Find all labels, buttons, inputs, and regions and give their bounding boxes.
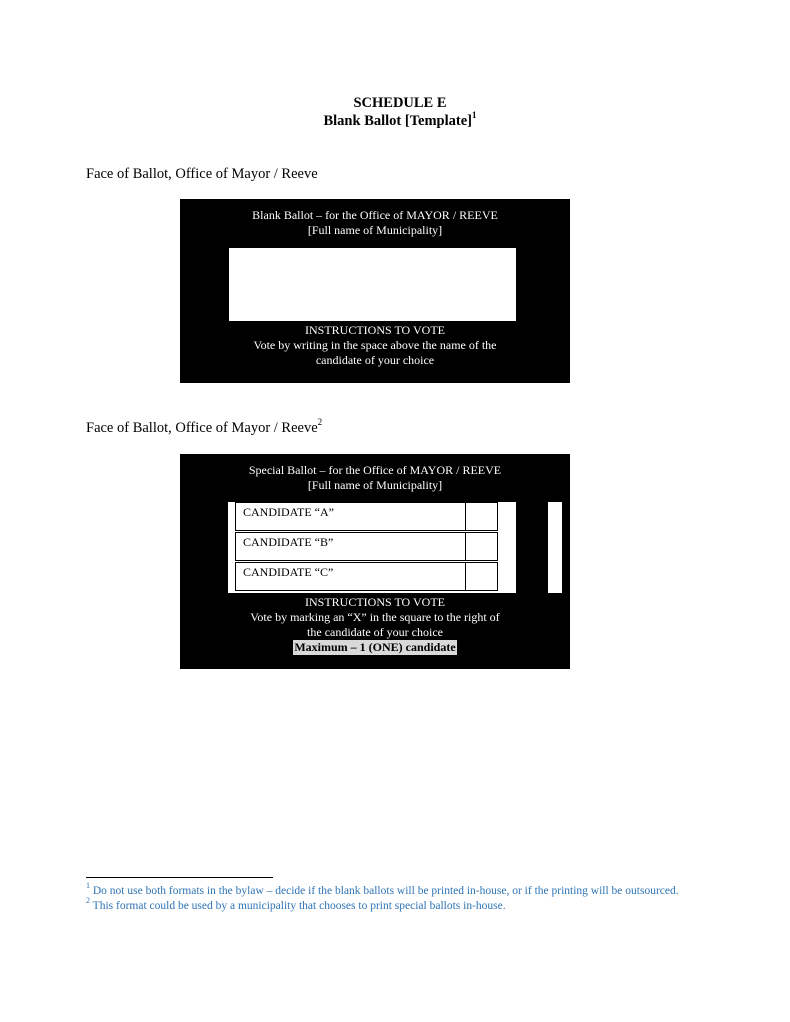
blank-ballot bbox=[180, 199, 570, 383]
footnotes bbox=[86, 881, 706, 914]
page-subtitle bbox=[0, 112, 790, 130]
section-heading-text: Face of Ballot, Office of Mayor / Reeve bbox=[86, 420, 318, 436]
candidate-table bbox=[228, 502, 516, 593]
footnote-1 bbox=[86, 881, 706, 899]
schedule-title: SCHEDULE E bbox=[353, 95, 447, 111]
municipality-name: [Full name of Municipality] bbox=[307, 478, 443, 492]
instructions-line: candidate of your choice bbox=[315, 353, 435, 367]
section-heading-special-ballot bbox=[86, 419, 322, 437]
instructions-line: Vote by marking an “X” in the square to the right of bbox=[250, 610, 500, 624]
ballot-header bbox=[180, 208, 570, 238]
candidate-row-b bbox=[235, 532, 498, 561]
maximum-line-wrapper bbox=[180, 640, 570, 655]
instructions-line: Vote by writing in the space above the name of the bbox=[253, 338, 497, 352]
candidate-name: CANDIDATE “A” bbox=[236, 503, 466, 530]
ballot-title: Blank Ballot – for the Office of MAYOR / REEVE bbox=[252, 208, 498, 222]
table-margin bbox=[228, 502, 235, 593]
footnote-text: Do not use both formats in the bylaw – decide if the blank ballots will be printed in-house, or if the printing will be outsourced. bbox=[90, 885, 679, 897]
ballot-header bbox=[180, 463, 570, 493]
municipality-name: [Full name of Municipality] bbox=[307, 223, 443, 237]
maximum-candidates-label: Maximum – 1 (ONE) candidate bbox=[294, 640, 456, 654]
voting-instructions bbox=[180, 323, 570, 368]
ballot-title: Special Ballot – for the Office of MAYOR / REEVE bbox=[248, 463, 502, 477]
candidate-row-a bbox=[235, 502, 498, 531]
voting-instructions bbox=[180, 595, 570, 655]
candidate-name: CANDIDATE “B” bbox=[236, 533, 466, 560]
footnote-ref-2[interactable]: 2 bbox=[317, 417, 323, 428]
section-heading-blank-ballot bbox=[86, 165, 318, 183]
vote-square-a[interactable] bbox=[466, 503, 497, 530]
candidate-name: CANDIDATE “C” bbox=[236, 563, 466, 590]
footnote-2 bbox=[86, 896, 706, 914]
write-in-space[interactable] bbox=[229, 248, 516, 321]
vote-square-b[interactable] bbox=[466, 533, 497, 560]
candidate-row-c bbox=[235, 562, 498, 591]
special-ballot bbox=[180, 454, 570, 669]
vote-square-c[interactable] bbox=[466, 563, 497, 590]
section-heading-text: Face of Ballot, Office of Mayor / Reeve bbox=[86, 166, 318, 182]
instructions-heading: INSTRUCTIONS TO VOTE bbox=[304, 323, 445, 337]
footnote-divider bbox=[86, 877, 273, 878]
instructions-heading: INSTRUCTIONS TO VOTE bbox=[304, 595, 445, 609]
footnote-marker: 2 bbox=[86, 896, 90, 906]
instructions-line: the candidate of your choice bbox=[307, 625, 443, 639]
subtitle-text: Blank Ballot [Template] bbox=[323, 113, 472, 129]
footnote-marker: 1 bbox=[86, 881, 90, 891]
footnote-text: This format could be used by a municipality that chooses to print special ballots in-house. bbox=[90, 900, 506, 912]
table-margin bbox=[547, 502, 562, 593]
footnote-ref-1[interactable]: 1 bbox=[472, 110, 477, 121]
